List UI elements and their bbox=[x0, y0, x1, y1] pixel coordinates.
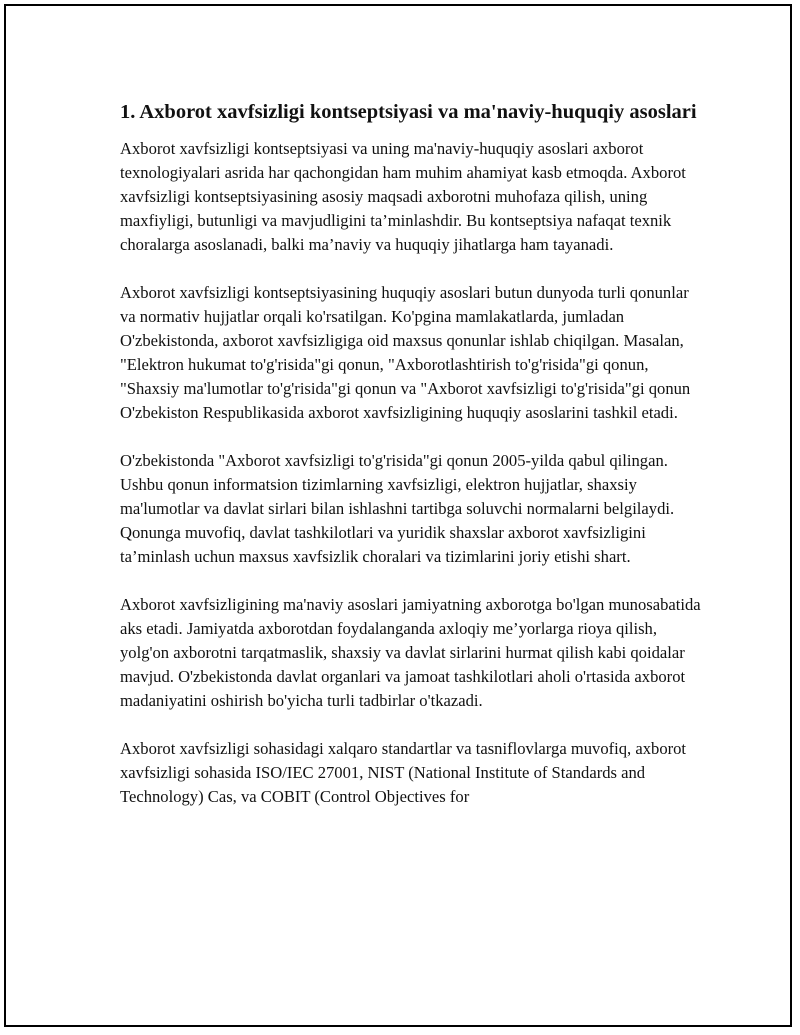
paragraph-3: O'zbekistonda "Axborot xavfsizligi to'g'risida"gi qonun 2005-yilda qabul qilingan. Ushbu qonun informatsion tizimlarning xavfsizligi, elektron hujjatlar, shaxsiy ma'lumotlar va davlat sirlari bilan ishlashni tartibga soluvchi normalarni belgilaydi. Qonunga muvofiq, davlat tashkilotlari va yuridik shaxslar axborot xavfsizligini ta’minlash uchun maxsus xavfsizlik choralari va tizimlarini joriy etishi shart. bbox=[120, 451, 675, 566]
paragraph-5: Axborot xavfsizligi sohasidagi xalqaro standartlar va tasniflovlarga muvofiq, axborot xavfsizligi sohasida ISO/IEC 27001, NIST (National Institute of Standards and Technology) Cas, va COBIT (Control Objectives for bbox=[120, 739, 687, 806]
section-heading: 1. Axborot xavfsizligi kontseptsiyasi va ma'naviy-huquqiy asoslari bbox=[120, 101, 697, 123]
document-body bbox=[120, 98, 705, 833]
paragraph-1: Axborot xavfsizligi kontseptsiyasi va uning ma'naviy-huquqiy asoslari axborot texnologiyalari asrida har qachongidan ham muhim ahamiyat kasb etmoqda. Axborot xavfsizligi kontseptsiyasining asosiy maqsadi axborotni muhofaza qilish, uning maxfiyligi, butunligi va mavjudligini ta’minlashdir. Bu kontseptsiya nafaqat texnik choralarga asoslanadi, balki ma’naviy va huquqiy jihatlarga ham tayanadi. bbox=[120, 139, 686, 254]
paragraph-4: Axborot xavfsizligining ma'naviy asoslari jamiyatning axborotga bo'lgan munosabatida aks etadi. Jamiyatda axborotdan foydalanganda axloqiy me’yorlarga rioya qilish, yolg'on axborotni tarqatmaslik, shaxsiy va davlat sirlarini hurmat qilish kabi qoidalar mavjud. O'zbekistonda davlat organlari va jamoat tashkilotlari aholi o'rtasida axborot madaniyatini oshirish bo'yicha turli tadbirlar o'tkazadi. bbox=[120, 595, 701, 710]
paragraph-2: Axborot xavfsizligi kontseptsiyasining huquqiy asoslari butun dunyoda turli qonunlar va normativ hujjatlar orqali ko'rsatilgan. Ko'pgina mamlakatlarda, jumladan O'zbekistonda, axborot xavfsizligiga oid maxsus qonunlar ishlab chiqilgan. Masalan, "Elektron hukumat to'g'risida"gi qonun, "Axborotlashtirish to'g'risida"gi qonun, "Shaxsiy ma'lumotlar to'g'risida"gi qonun va "Axborot xavfsizligi to'g'risida"gi qonun O'zbekiston Respublikasida axborot xavfsizligining huquqiy asoslarini tashkil etadi. bbox=[120, 283, 691, 422]
document-page bbox=[4, 4, 792, 1027]
